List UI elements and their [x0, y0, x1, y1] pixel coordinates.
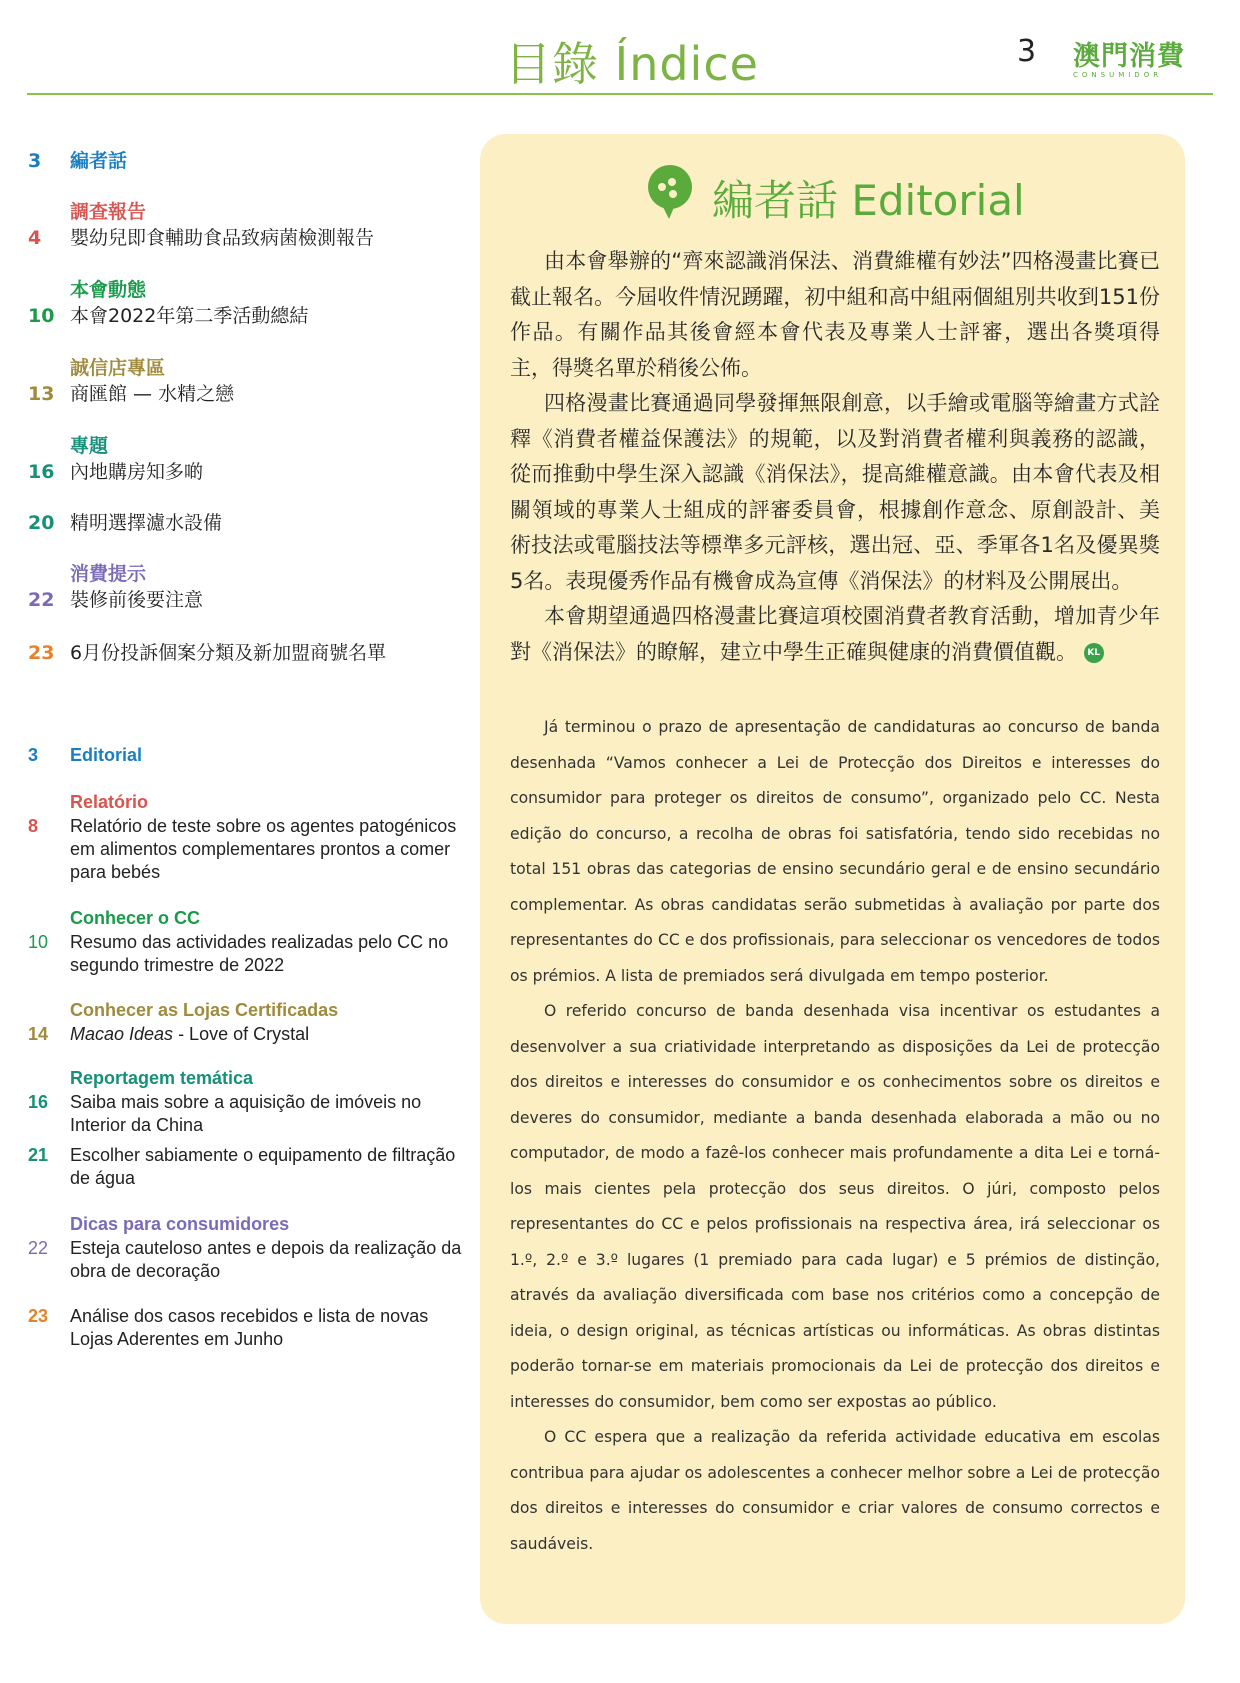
brand-logo — [1073, 34, 1193, 79]
toc-page-number: 16 — [28, 461, 55, 483]
toc-section-heading: Dicas para consumidores — [70, 1214, 290, 1234]
toc-title: - Love of Crystal — [173, 1024, 310, 1044]
toc-title: 內地購房知多啲 — [70, 461, 204, 483]
toc-item[interactable] — [28, 1144, 468, 1190]
toc-section-heading: 消費提示 — [70, 563, 147, 585]
toc-page-number: 3 — [28, 745, 39, 765]
toc-item[interactable] — [28, 998, 468, 1046]
toc-section-heading: 本會動態 — [70, 279, 147, 301]
toc-section-heading: 調查報告 — [70, 201, 147, 223]
speech-bubble-icon — [645, 163, 695, 221]
toc-section-heading: Conhecer as Lojas Certificadas — [70, 1000, 339, 1020]
toc-title: 精明選擇濾水設備 — [70, 512, 223, 534]
toc-item[interactable] — [28, 790, 468, 884]
toc-title: 商匯館 — 水精之戀 — [70, 383, 235, 405]
toc-page-number: 13 — [28, 383, 55, 405]
toc-page-number: 8 — [28, 816, 39, 836]
toc-item[interactable] — [28, 356, 468, 408]
toc-title: Saiba mais sobre a aquisição de imóveis no Interior da China — [70, 1092, 422, 1135]
toc-section-heading: Relatório — [70, 792, 149, 812]
toc-section-heading: 誠信店專區 — [70, 357, 166, 379]
editorial-paragraph: O CC espera que a realização da referida actividade educativa em escolas contribua para ajudar os adolescentes a conhecer melhor sobre a Lei de protecção dos direitos e interesses do consumidor e criar valores de consumo correctos e saudáveis. — [510, 1428, 1160, 1553]
toc-item[interactable] — [28, 1305, 468, 1351]
editorial-paragraph — [510, 599, 1160, 670]
editorial-paragraph: 由本會舉辦的“齊來認識消保法、消費維權有妙法”四格漫畫比賽已截止報名。今屆收件情況踴躍，初中組和高中組兩個組別共收到151份作品。有關作品其後會經本會代表及專業人士評審，選出各獎項得主，得獎名單於稍後公佈。 — [510, 249, 1160, 380]
editorial-paragraph-text: 本會期望通過四格漫畫比賽這項校園消費者教育活動，增加青少年對《消保法》的瞭解，建立中學生正確與健康的消費價值觀。 — [510, 604, 1160, 664]
toc-page-number: 20 — [28, 512, 55, 534]
toc-item[interactable] — [28, 148, 468, 175]
page-title: 目錄 Índice — [505, 37, 759, 91]
toc-title: 編者話 — [70, 150, 128, 172]
toc-page-number: 23 — [28, 1306, 49, 1326]
header-divider — [27, 93, 1213, 95]
toc-item[interactable] — [28, 434, 468, 486]
toc-item[interactable] — [28, 562, 468, 614]
toc-title: Resumo das actividades realizadas pelo CC no segundo trimestre de 2022 — [70, 932, 449, 975]
toc-page-number: 10 — [28, 932, 49, 952]
logo-text: 澳門消費 — [1073, 41, 1185, 72]
editorial-paragraph: O referido concurso de banda desenhada visa incentivar os estudantes a desenvolver a sua criatividade interpretando as disposições da Lei de protecção dos direitos e interesses do consumidor e os conhecimentos sobre os direitos e deveres do consumidor, mediante a banda desenhada elaborada a mão ou no computador, de modo a fazê-los conhecer mais profundamente a dita Lei e torná-los mais cientes pela protecção dos seus direitos. O júri, composto pelos representantes do CC e pelos profissionais na respectiva área, irá seleccionar os 1.º, 2.º e 3.º lugares (1 premiado para cada lugar) e 5 prémios de distinção, através da avaliação diversificada com base nos critérios como a concepção de ideia, o design original, as técnicas artísticas ou informáticas. As obras distintas poderão tornar-se em materiais promocionais da Lei de protecção dos direitos e interesses do consumidor, bem como ser expostas ao público. — [510, 1002, 1160, 1411]
toc-page-number: 22 — [28, 589, 55, 611]
toc-title: Análise dos casos recebidos e lista de novas Lojas Aderentes em Junho — [70, 1306, 429, 1349]
toc-page-number: 4 — [28, 227, 42, 249]
toc-section-heading: Conhecer o CC — [70, 908, 201, 928]
toc-page-number: 16 — [28, 1092, 49, 1112]
toc-title: Relatório de teste sobre os agentes patogénicos em alimentos complementares prontos a comer para bebés — [70, 816, 457, 882]
toc-section-heading: Reportagem temática — [70, 1068, 254, 1088]
toc-title: Esteja cauteloso antes e depois da realização da obra de decoração — [70, 1238, 462, 1281]
editorial-portuguese-body — [510, 710, 1160, 1562]
editorial-paragraph: Já terminou o prazo de apresentação de candidaturas ao concurso de banda desenhada “Vamos conhecer a Lei de Protecção dos Direitos e interesses do consumidor para proteger os direitos de consumo”, organizado pelo CC. Nesta edição do concurso, a recolha de obras foi satisfatória, tendo sido recebidas no total 151 obras das categorias de ensino secundário geral e de ensino secundário complementar. As obras candidatas serão submetidas à avaliação por parte dos representantes do CC e dos profissionais, para seleccionar os vencedores de todos os prémios. A lista de premiados será divulgada em tempo posterior. — [510, 718, 1160, 985]
toc-page-number: 14 — [28, 1024, 49, 1044]
toc-item[interactable] — [28, 744, 468, 767]
toc-item[interactable] — [28, 278, 468, 330]
author-signature-badge: KL — [1084, 643, 1104, 663]
toc-title: 6月份投訴個案分類及新加盟商號名單 — [70, 642, 387, 664]
toc-item[interactable] — [28, 200, 468, 252]
toc-item[interactable] — [28, 1212, 468, 1283]
toc-title: 裝修前後要注意 — [70, 589, 204, 611]
toc-page-number: 3 — [28, 150, 42, 172]
editorial-chinese-body — [510, 244, 1160, 670]
toc-page-number: 10 — [28, 305, 55, 327]
page-number: 3 — [1017, 34, 1037, 69]
toc-item[interactable] — [28, 1066, 468, 1137]
logo-subtext: CONSUMIDOR — [1073, 71, 1163, 79]
toc-page-number: 23 — [28, 642, 55, 664]
toc-item[interactable] — [28, 906, 468, 977]
toc-title: Editorial — [70, 745, 143, 765]
toc-section-heading: 專題 — [70, 435, 109, 457]
toc-page-number: 22 — [28, 1238, 49, 1258]
toc-item[interactable] — [28, 640, 468, 667]
editorial-title: 編者話 Editorial — [712, 176, 1025, 225]
toc-title: 嬰幼兒即食輔助食品致病菌檢測報告 — [70, 227, 375, 249]
toc-page-number: 21 — [28, 1145, 49, 1165]
toc-title-italic: Macao Ideas — [70, 1024, 174, 1044]
toc-item[interactable] — [28, 510, 468, 537]
editorial-paragraph: 四格漫畫比賽通過同學發揮無限創意，以手繪或電腦等繪畫方式詮釋《消費者權益保護法》的規範，以及對消費者權利與義務的認識，從而推動中學生深入認識《消保法》，提高維權意識。由本會代表及相關領域的專業人士組成的評審委員會，根據創作意念、原創設計、美術技法或電腦技法等標準多元評核，選出冠、亞、季軍各1名及優異獎5名。表現優秀作品有機會成為宣傳《消保法》的材料及公開展出。 — [510, 391, 1160, 593]
toc-title: Escolher sabiamente o equipamento de filtração de água — [70, 1145, 456, 1188]
toc-title: 本會2022年第二季活動總結 — [70, 305, 309, 327]
